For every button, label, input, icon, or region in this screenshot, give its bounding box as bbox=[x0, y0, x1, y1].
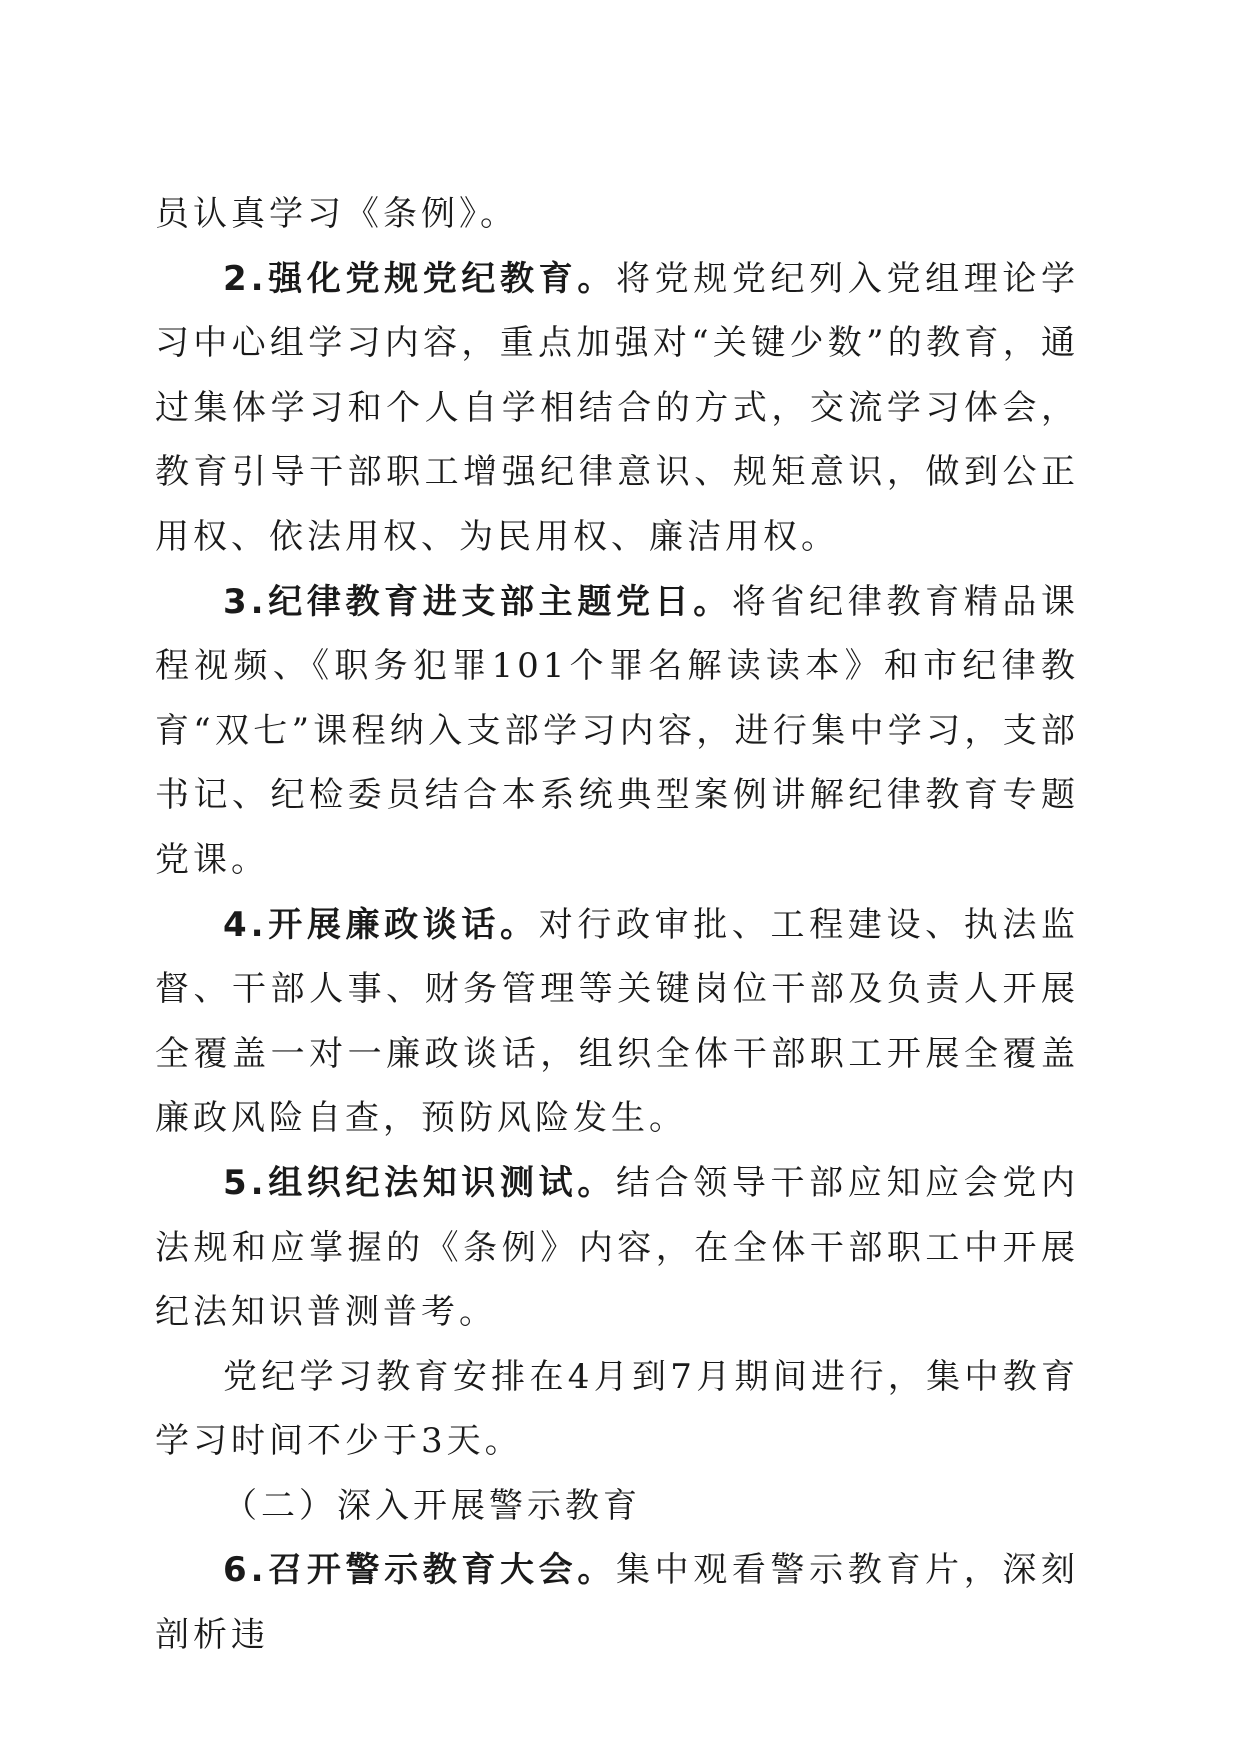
paragraph-text: 党纪学习教育安排在4月到7月期间进行，集中教育学习时间不少于3天。 bbox=[155, 1356, 1079, 1462]
paragraph-item-3 bbox=[155, 570, 1079, 893]
paragraph-text: 结合领导干部应知应会党内法规和应掌握的《条例》内容，在全体干部职工中开展纪法知识普测普考。 bbox=[155, 1162, 1079, 1333]
paragraph-item-2 bbox=[155, 247, 1079, 570]
paragraph-text: 集中观看警示教育片，深刻剖析违 bbox=[155, 1550, 1079, 1656]
paragraph-text: 员认真学习《条例》。 bbox=[155, 194, 518, 234]
paragraph-lead: 2.强化党规党纪教育。 bbox=[223, 258, 616, 299]
paragraph-text: 将党规党纪列入党组理论学习中心组学习内容，重点加强对“关键少数”的教育，通过集体学习和个人自学相结合的方式，交流学习体会，教育引导干部职工增强纪律意识、规矩意识，做到公正用权、依法用权、为民用权、廉洁用权。 bbox=[155, 258, 1079, 557]
paragraph-schedule bbox=[155, 1345, 1079, 1474]
paragraph-continuation bbox=[155, 182, 1079, 247]
document-body bbox=[155, 182, 1079, 1668]
paragraph-lead: 6.召开警示教育大会。 bbox=[223, 1550, 616, 1591]
paragraph-lead: 3.纪律教育进支部主题党日。 bbox=[223, 581, 732, 622]
paragraph-lead: 4.开展廉政谈话。 bbox=[223, 904, 539, 945]
paragraph-text: 对行政审批、工程建设、执法监督、干部人事、财务管理等关键岗位干部及负责人开展全覆盖一对一廉政谈话，组织全体干部职工开展全覆盖廉政风险自查，预防风险发生。 bbox=[155, 904, 1079, 1139]
section-heading-text: （二）深入开展警示教育 bbox=[223, 1485, 641, 1526]
paragraph-item-6 bbox=[155, 1538, 1079, 1667]
paragraph-lead: 5.组织纪法知识测试。 bbox=[223, 1162, 616, 1203]
section-heading bbox=[155, 1474, 1079, 1539]
paragraph-item-5 bbox=[155, 1151, 1079, 1345]
paragraph-text: 将省纪律教育精品课程视频、《职务犯罪101个罪名解读读本》和市纪律教育“双七”课程纳入支部学习内容，进行集中学习，支部书记、纪检委员结合本系统典型案例讲解纪律教育专题党课。 bbox=[155, 581, 1080, 880]
paragraph-item-4 bbox=[155, 893, 1079, 1151]
